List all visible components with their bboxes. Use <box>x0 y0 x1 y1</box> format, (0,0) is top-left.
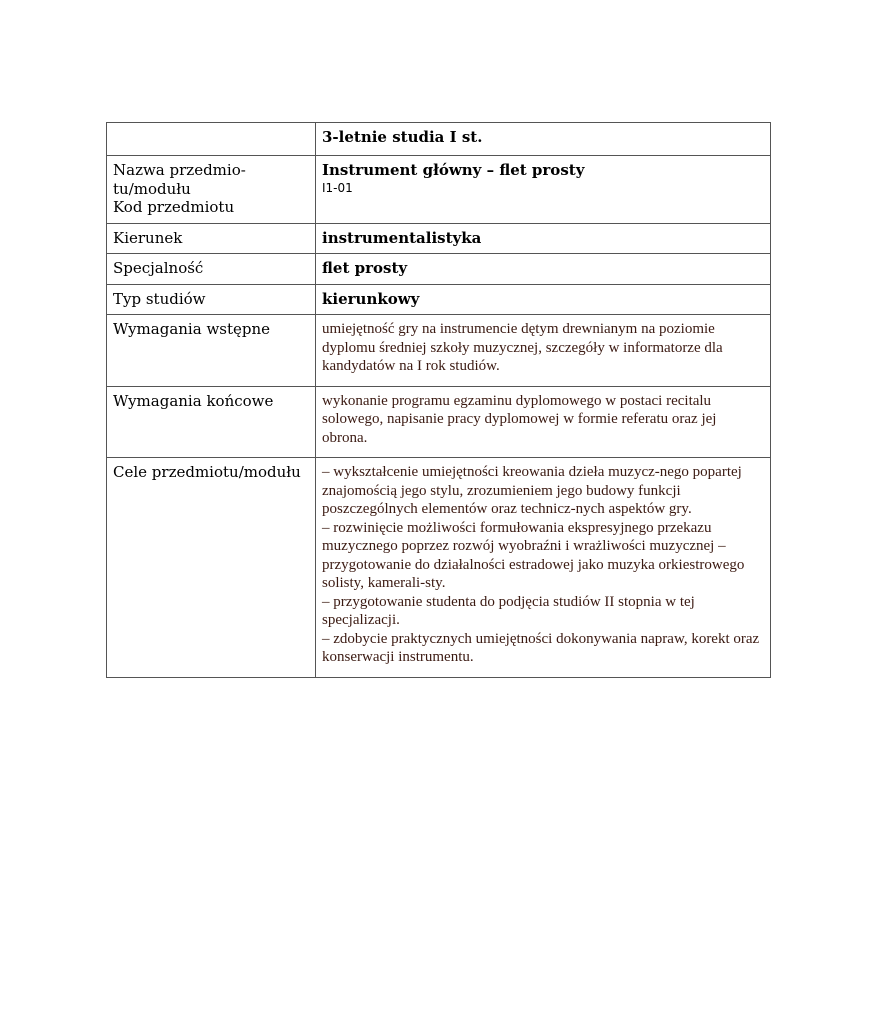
final-requirements-value: wykonanie programu egzaminu dyplomowego w postaci recitalu solowego, napisanie pracy dyplomowej w formie referatu oraz jej obrona. <box>316 386 771 458</box>
study-level-heading: 3-letnie studia I st. <box>316 123 771 156</box>
specialty-value: flet prosty <box>316 254 771 285</box>
final-requirements-label: Wymagania końcowe <box>107 386 316 458</box>
goal-item-3: – przygotowanie studenta do podjęcia studiów II stopnia w tej specjalizacji. <box>322 593 695 628</box>
goal-item-4: – zdobycie praktycznych umiejętności dokonywania napraw, korekt oraz konserwacji instrumentu. <box>322 630 760 665</box>
goal-item-2: – rozwinięcie możliwości formułowania ekspresyjnego przekazu muzycznego poprzez rozwój wyobraźni i wrażliwości muzycznej – przygotowanie do działalności estradowej jako muzyka orkiestrowego solisty, kamerali-sty. <box>322 519 745 591</box>
direction-label: Kierunek <box>107 223 316 254</box>
goals-label: Cele przedmiotu/modułu <box>107 458 316 678</box>
course-info-table <box>106 122 771 678</box>
specialty-label: Specjalność <box>107 254 316 285</box>
subject-label-cell <box>107 156 316 224</box>
table-row-goals <box>107 458 771 678</box>
goals-value-cell <box>316 458 771 678</box>
prerequisites-value: umiejętność gry na instrumencie dętym drewnianym na poziomie dyplomu średniej szkoły muzycznej, szczegóły w informatorze dla kandydatów na I rok studiów. <box>316 315 771 387</box>
subject-label-line-1: Nazwa przedmio- <box>113 161 246 179</box>
table-row-direction <box>107 223 771 254</box>
subject-label-line-2: tu/modułu <box>113 179 191 198</box>
subject-code: I1-01 <box>322 180 353 195</box>
table-row-subject <box>107 156 771 224</box>
study-type-value: kierunkowy <box>316 284 771 315</box>
goal-item-1: – wykształcenie umiejętności kreowania dzieła muzycz-nego popartej znajomością jego stylu, zrozumieniem jego budowy funkcji poszczególnych elementów oraz technicz-nych aspektów gry. <box>322 464 742 517</box>
table-row-final-requirements <box>107 386 771 458</box>
prerequisites-label: Wymagania wstępne <box>107 315 316 387</box>
subject-name: Instrument główny – flet prosty <box>322 161 585 179</box>
subject-label-line-3: Kod przedmiotu <box>113 198 235 216</box>
direction-value: instrumentalistyka <box>316 223 771 254</box>
table-row-study-type <box>107 284 771 315</box>
table-row-prerequisites <box>107 315 771 387</box>
table-row-header <box>107 123 771 156</box>
study-type-label: Typ studiów <box>107 284 316 315</box>
table-row-specialty <box>107 254 771 285</box>
subject-value-cell <box>316 156 771 224</box>
header-left-cell <box>107 123 316 156</box>
